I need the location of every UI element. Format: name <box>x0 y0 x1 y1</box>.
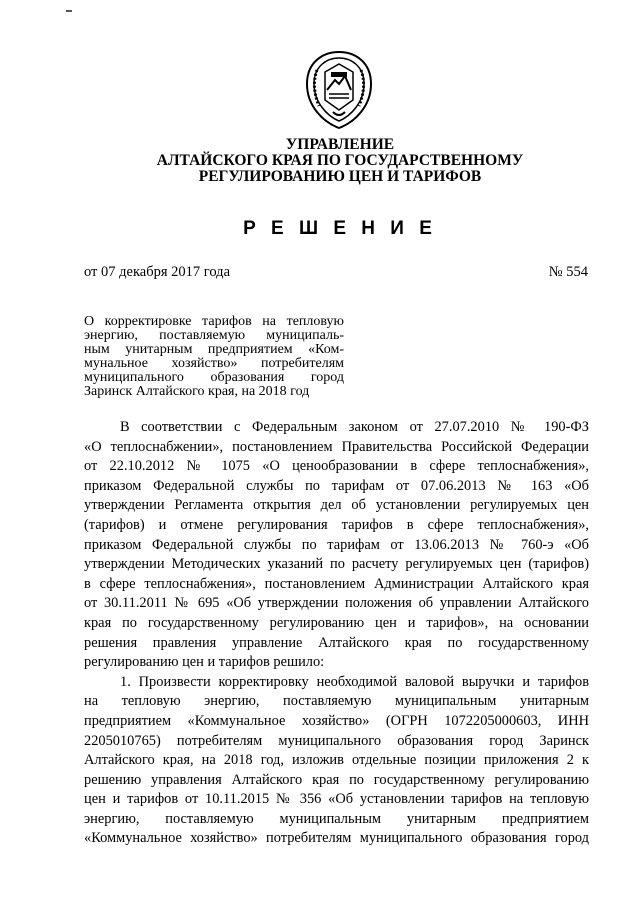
body-line: решению управления Алтайского края по государственному регулированию <box>84 771 589 788</box>
body-line: энергию, поставляемую муниципальным унитарным предприятием <box>84 810 589 827</box>
document-subject <box>84 315 344 399</box>
subject-line: Заринск Алтайского края, на 2018 год <box>84 384 310 399</box>
body-line: утверждении Методических указаний по расчету регулируемых цен (тарифов) <box>84 556 589 573</box>
body-line: «Коммунальное хозяйство» потребителям муниципального образования город <box>84 830 589 847</box>
body-line: от 22.10.2012 № 1075 «О ценообразовании в сфере теплоснабжения», <box>84 458 589 475</box>
body-line: от 30.11.2011 № 695 «Об утверждении положения об управлении Алтайского <box>84 595 589 612</box>
body-line: (тарифов) и отмене регулирования тарифов в сфере теплоснабжения», <box>84 516 589 533</box>
body-line: «О теплоснабжении», постановлением Правительства Российской Федерации <box>84 438 589 455</box>
body-line: на тепловую энергию, поставляемую муниципальным унитарным <box>84 693 589 710</box>
body-line: приказом Федеральной службы по тарифам от 13.06.2013 № 760-э «Об <box>84 536 589 553</box>
subject-line: О корректировке тарифов на тепловую <box>84 314 344 329</box>
body-line: решения правления управление Алтайского края по государственному <box>84 634 589 651</box>
body-line: 1. Произвести корректировку необходимой валовой выручки и тарифов <box>120 673 589 690</box>
subject-line: ным унитарным предприятием «Ком- <box>84 342 344 357</box>
document-title: Р Е Ш Е Н И Е <box>243 218 437 239</box>
organization-line: УПРАВЛЕНИЕ <box>285 136 395 153</box>
organization-line: АЛТАЙСКОГО КРАЯ ПО ГОСУДАРСТВЕННОМУ <box>156 152 524 169</box>
subject-line: муниципального образования город <box>84 370 344 385</box>
subject-line: мунальное хозяйство» потребителям <box>84 356 344 371</box>
body-line: Алтайского края, на 2018 год, изложив отдельные позиции приложения 2 к <box>84 752 589 769</box>
document-date: от 07 декабря 2017 года <box>84 264 230 280</box>
document-number: № 554 <box>548 264 588 280</box>
body-line: 2205010765) потребителям муниципального образования город Заринск <box>84 732 589 749</box>
body-line: в сфере теплоснабжения», постановлением Администрации Алтайского края <box>84 575 589 592</box>
subject-line: энергию, поставляемую муниципаль- <box>84 328 344 343</box>
organization-name <box>0 137 640 185</box>
body-line: утверждении Регламента открытия дел об установлении регулируемых цен <box>84 497 589 514</box>
body-line: края по государственному регулированию цен и тарифов», на основании <box>84 614 589 631</box>
coat-of-arms-emblem <box>303 50 375 130</box>
organization-line: РЕГУЛИРОВАНИЮ ЦЕН И ТАРИФОВ <box>198 168 482 185</box>
document-body <box>84 418 589 849</box>
scan-mark <box>66 10 72 12</box>
body-line: регулированию цен и тарифов решило: <box>84 654 325 671</box>
body-line: В соответствии с Федеральным законом от 27.07.2010 № 190-ФЗ <box>120 419 589 435</box>
body-line: приказом Федеральной службы по тарифам от 07.06.2013 № 163 «Об <box>84 477 589 494</box>
body-line: цен и тарифов от 10.11.2015 № 356 «Об установлении тарифов на тепловую <box>84 791 589 808</box>
body-line: предприятием «Коммунальное хозяйство» (ОГРН 1072205000603, ИНН <box>84 712 589 729</box>
